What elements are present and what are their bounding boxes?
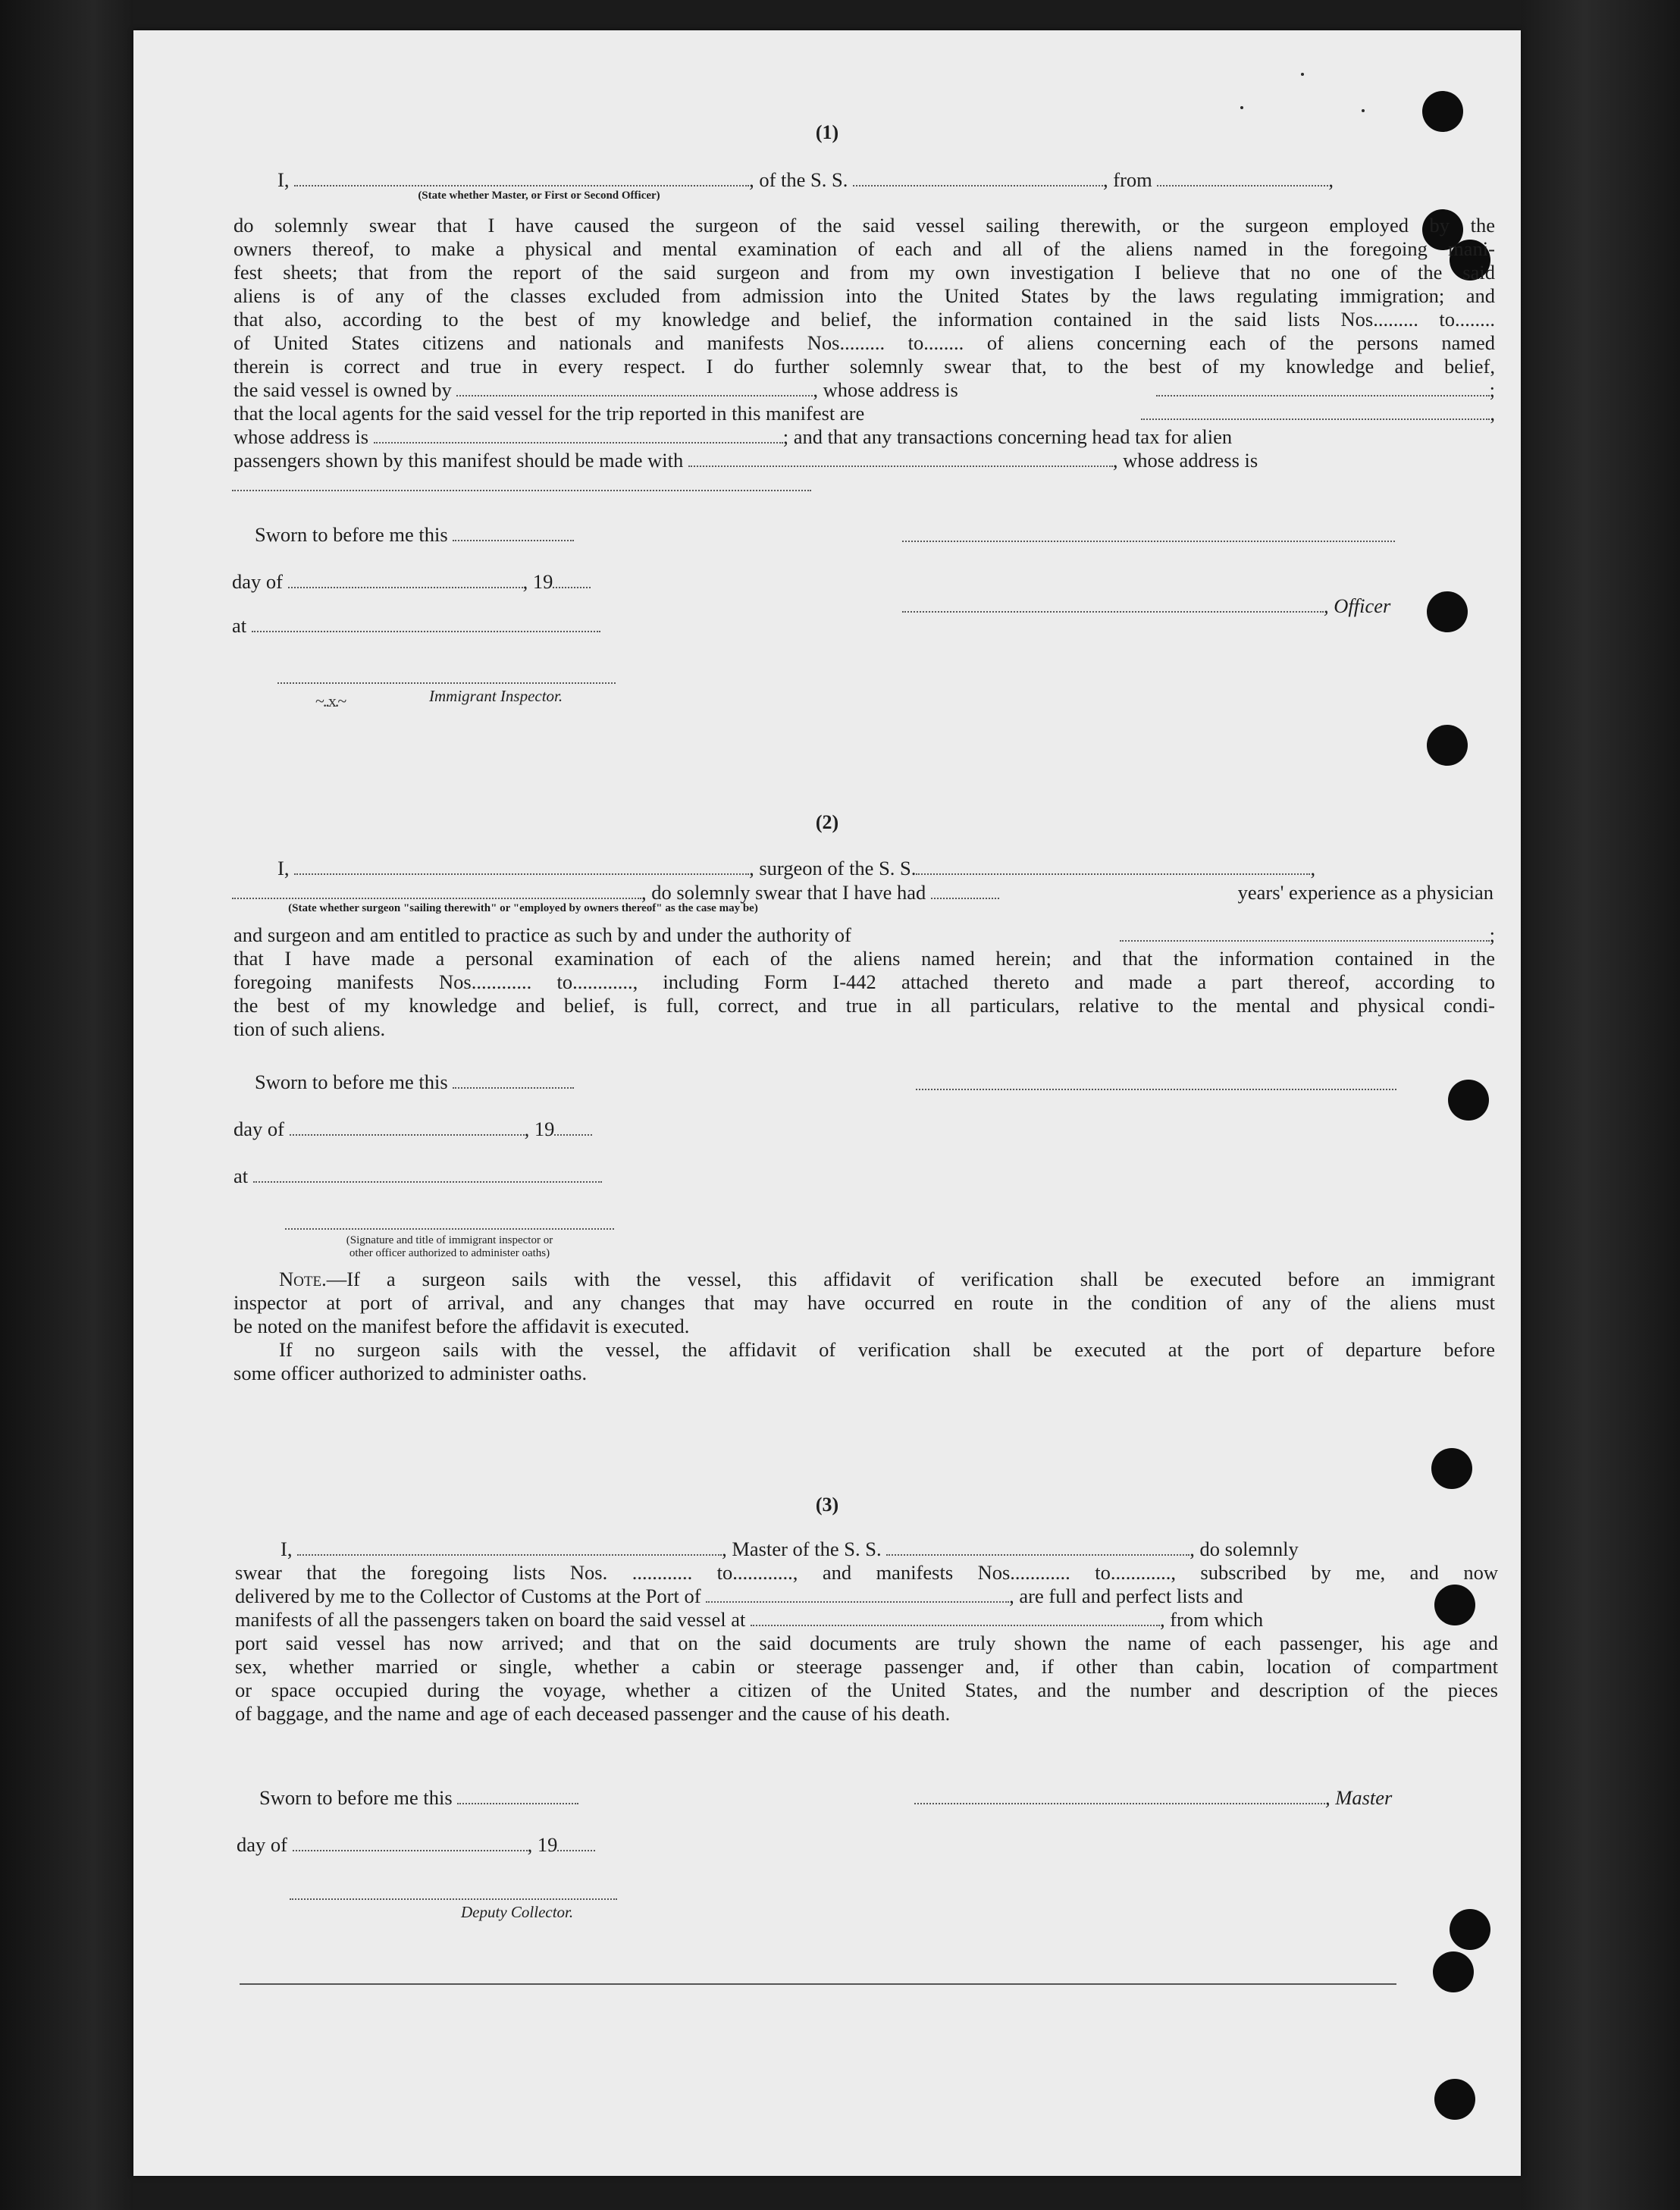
do-solemnly-label: , do solemnly — [1189, 1538, 1299, 1560]
local-agents-label: that the local agents for the said vessel for the trip reported in this manifest are — [234, 402, 865, 425]
punch-hole-icon — [1434, 2079, 1475, 2120]
head-tax-label: ; and that any transactions concerning head tax for alien — [782, 425, 1233, 448]
vessel-field — [916, 857, 1310, 875]
head-tax-party-field — [688, 449, 1113, 467]
officer-signature-field — [902, 594, 1324, 613]
agents-address-field — [374, 425, 783, 444]
deputy-caption: Deputy Collector. — [461, 1903, 574, 1921]
port-field — [706, 1585, 1009, 1603]
day-of-label: day of — [237, 1833, 287, 1856]
paragraph-line: that also, according to the best of my knowledge and belief, the information contained in the said lists Nos......... to........ — [234, 308, 1495, 331]
signature-title-note — [285, 1234, 614, 1260]
sworn-line — [259, 1786, 578, 1810]
punch-hole-icon — [1427, 725, 1468, 766]
do-solemnly-label: , do solemnly swear that I have had — [641, 881, 926, 904]
i-label: I, — [281, 1538, 293, 1560]
authority-label: and surgeon and am entitled to practice as such by and under the authority of — [234, 923, 851, 946]
passengers-shown-label: passengers shown by this manifest should be made with — [234, 449, 684, 472]
authority-field — [1120, 923, 1490, 942]
section-number: (1) — [815, 121, 839, 143]
from-label: , from — [1103, 168, 1152, 191]
paragraph-line: therein is correct and true in every respect. I do further solemnly swear that, to the best of my knowledge and belief, — [234, 355, 1495, 378]
surgeon-signature-line — [916, 1089, 1396, 1090]
inspector-stamp: ~..x.~ — [315, 691, 346, 710]
sworn-date-field — [453, 1071, 574, 1089]
note-label: Note. — [279, 1268, 327, 1290]
punch-hole-icon — [1450, 1909, 1490, 1950]
year-field — [554, 1118, 592, 1136]
rank-note: (State whether Master, or First or Second Officer) — [418, 190, 660, 202]
day-of-label: day of — [234, 1118, 284, 1140]
at-label: at — [234, 1165, 249, 1187]
speck — [1362, 109, 1365, 112]
note-line: some officer authorized to administer oaths. — [234, 1362, 588, 1384]
section3-paragraph — [235, 1632, 1498, 1726]
day-of-line — [234, 1118, 592, 1141]
paragraph-line: port said vessel has now arrived; and that on the said documents are truly shown the name of each passenger, his age and — [235, 1632, 1498, 1654]
master-name-field — [297, 1538, 722, 1556]
at-line — [232, 614, 600, 638]
port-field — [1157, 168, 1328, 187]
day-of-line — [232, 570, 591, 594]
year-label: , 19 — [524, 1118, 555, 1140]
officer-label: , Officer — [1324, 594, 1391, 617]
from-which-label: , from which — [1159, 1608, 1264, 1631]
swear-line: swear that the foregoing lists Nos. ............ to............, and manifests Nos............ to............, subscribed by me, and now — [235, 1561, 1498, 1584]
delivered-label: delivered by me to the Collector of Customs at the Port of — [235, 1585, 701, 1607]
paragraph-line: of United States citizens and nationals and manifests Nos......... to........ of aliens concerning each of the persons named — [234, 331, 1495, 354]
owner-address-field — [1156, 378, 1490, 397]
paragraph-line: do solemnly swear that I have caused the surgeon of the said vessel sailing therewith, or the surgeon employed by the — [234, 214, 1495, 237]
punch-hole-icon — [1427, 591, 1468, 632]
surgeon-of-label: , surgeon of the S. S. — [749, 857, 917, 879]
year-label: , 19 — [527, 1833, 558, 1856]
section1-paragraph — [234, 214, 1495, 378]
punch-hole-icon — [1433, 1951, 1474, 1992]
section-number: (2) — [815, 811, 839, 833]
i-label: I, — [277, 857, 290, 879]
sworn-line — [255, 523, 574, 547]
inspector-signature-line — [277, 682, 616, 684]
inspector-signature-line — [285, 1228, 614, 1230]
paragraph-line: fest sheets; that from the report of the said surgeon and from my own investigation I believe that no one of the said — [234, 261, 1495, 284]
day-of-line — [237, 1833, 595, 1857]
master-line — [914, 1786, 1399, 1810]
master-signature-field — [914, 1786, 1325, 1804]
section3-first-line — [235, 1538, 1498, 1632]
section2-first-line: I, , surgeon of the S. S. , — [277, 857, 1316, 879]
speck — [1301, 73, 1304, 76]
note-line: If no surgeon sails with the vessel, the affidavit of verification shall be executed at the port of departure before — [279, 1338, 1495, 1361]
section2-second-line — [232, 881, 1494, 904]
signature-note-line: other officer authorized to administer oaths) — [349, 1247, 550, 1259]
whose-address-label: whose address is — [234, 425, 369, 448]
rank-field — [294, 168, 749, 187]
section2-authority-line: and surgeon and am entitled to practice as such by and under the authority of ; — [234, 923, 1495, 946]
day-of-field — [290, 1118, 525, 1136]
manifests-all-label: manifests of all the passengers taken on board the said vessel at — [235, 1608, 746, 1631]
note-paragraph — [234, 1268, 1495, 1385]
at-line — [234, 1165, 602, 1188]
day-of-field — [293, 1833, 528, 1851]
owner-field — [456, 378, 813, 397]
bottom-rule — [240, 1983, 1396, 1985]
section-number: (3) — [815, 1494, 839, 1516]
note-line: inspector at port of arrival, and any changes that may have occurred en route in the condition of any of the aliens must — [234, 1291, 1495, 1314]
paragraph-line: owners thereof, to make a physical and mental examination of each and all of the aliens named in the foregoing mani- — [234, 237, 1495, 260]
section2-paragraph — [234, 947, 1495, 1041]
agents-field — [1141, 402, 1490, 420]
sworn-label: Sworn to before me this — [259, 1786, 453, 1809]
years-experience-label: years' experience as a physician — [1237, 881, 1494, 904]
sworn-label: Sworn to before me this — [255, 523, 448, 546]
year-field — [553, 570, 591, 588]
surgeon-name-field — [294, 857, 749, 875]
section1-owner-line: the said vessel is owned by , whose address is ; that the local agents for the said vessel for the trip reported in this manifest are , whose address is ; and that any transactions concerning head tax for alien passengers shown by this manifest should be made with , whose address is — [234, 378, 1495, 472]
whose-address-label: , whose address is — [813, 378, 958, 401]
year-label: , 19 — [522, 570, 553, 593]
paragraph-line: the best of my knowledge and belief, is full, correct, and true in all particulars, relative to the mental and physical condi- — [234, 994, 1495, 1017]
punch-hole-icon — [1448, 1080, 1489, 1121]
document-page — [133, 30, 1521, 2176]
sworn-date-field — [457, 1786, 578, 1804]
officer-line — [902, 594, 1395, 618]
sworn-label: Sworn to before me this — [255, 1071, 448, 1093]
sworn-date-field — [453, 523, 574, 541]
vessel-field — [853, 168, 1103, 187]
note-line: —If a surgeon sails with the vessel, this affidavit of verification shall be executed before an immigrant — [326, 1268, 1495, 1290]
at-field — [253, 1165, 602, 1183]
at-label: at — [232, 614, 247, 637]
day-of-label: day of — [232, 570, 283, 593]
master-of-label: , Master of the S. S. — [722, 1538, 882, 1560]
owned-by-label: the said vessel is owned by — [234, 378, 452, 401]
address-continuation-line — [232, 490, 811, 491]
full-perfect-label: , are full and perfect lists and — [1009, 1585, 1243, 1607]
speck — [1240, 106, 1243, 109]
signature-note-line: (Signature and title of immigrant inspector or — [346, 1234, 553, 1246]
departure-port-field — [751, 1608, 1160, 1626]
paragraph-line: that I have made a personal examination of each of the aliens named herein; and that the information contained in the — [234, 947, 1495, 970]
section1-first-line: I, , of the S. S. , from , — [277, 168, 1334, 191]
i-label: I, — [277, 168, 290, 191]
paragraph-line: tion of such aliens. — [234, 1017, 386, 1040]
sworn-line — [255, 1071, 574, 1094]
note-line: be noted on the manifest before the affidavit is executed. — [234, 1315, 690, 1337]
at-field — [252, 614, 600, 632]
sailing-status-field — [232, 881, 641, 899]
paragraph-line: aliens is of any of the classes excluded from admission into the United States by the laws regulating immigration; and — [234, 284, 1495, 307]
year-field — [557, 1833, 595, 1851]
deputy-signature-line — [290, 1898, 617, 1900]
whose-address-label: , whose address is — [1112, 449, 1258, 472]
day-of-field — [288, 570, 523, 588]
inspector-caption: Immigrant Inspector. — [429, 687, 563, 705]
paragraph-line: foregoing manifests Nos............ to............, including Form I-442 attached thereto and made a part thereof, according to — [234, 970, 1495, 993]
paragraph-line: of baggage, and the name and age of each deceased passenger and the cause of his death. — [235, 1702, 951, 1725]
years-field — [931, 881, 999, 899]
paragraph-line: sex, whether married or single, whether a cabin or steerage passenger and, if other than cabin, location of compartment — [235, 1655, 1498, 1678]
scan-border-left — [0, 0, 133, 2210]
paragraph-line: or space occupied during the voyage, whether a citizen of the United States, and the number and description of the pieces — [235, 1679, 1498, 1701]
vessel-field — [886, 1538, 1189, 1556]
punch-hole-icon — [1431, 1448, 1472, 1489]
scan-border-right — [1521, 0, 1680, 2210]
master-label: , Master — [1325, 1786, 1393, 1809]
of-ss-label: , of the S. S. — [749, 168, 848, 191]
surgeon-status-note: (State whether surgeon "sailing therewith" or "employed by owners thereof" as the case may be) — [288, 902, 758, 914]
officer-signature-line — [902, 541, 1395, 542]
